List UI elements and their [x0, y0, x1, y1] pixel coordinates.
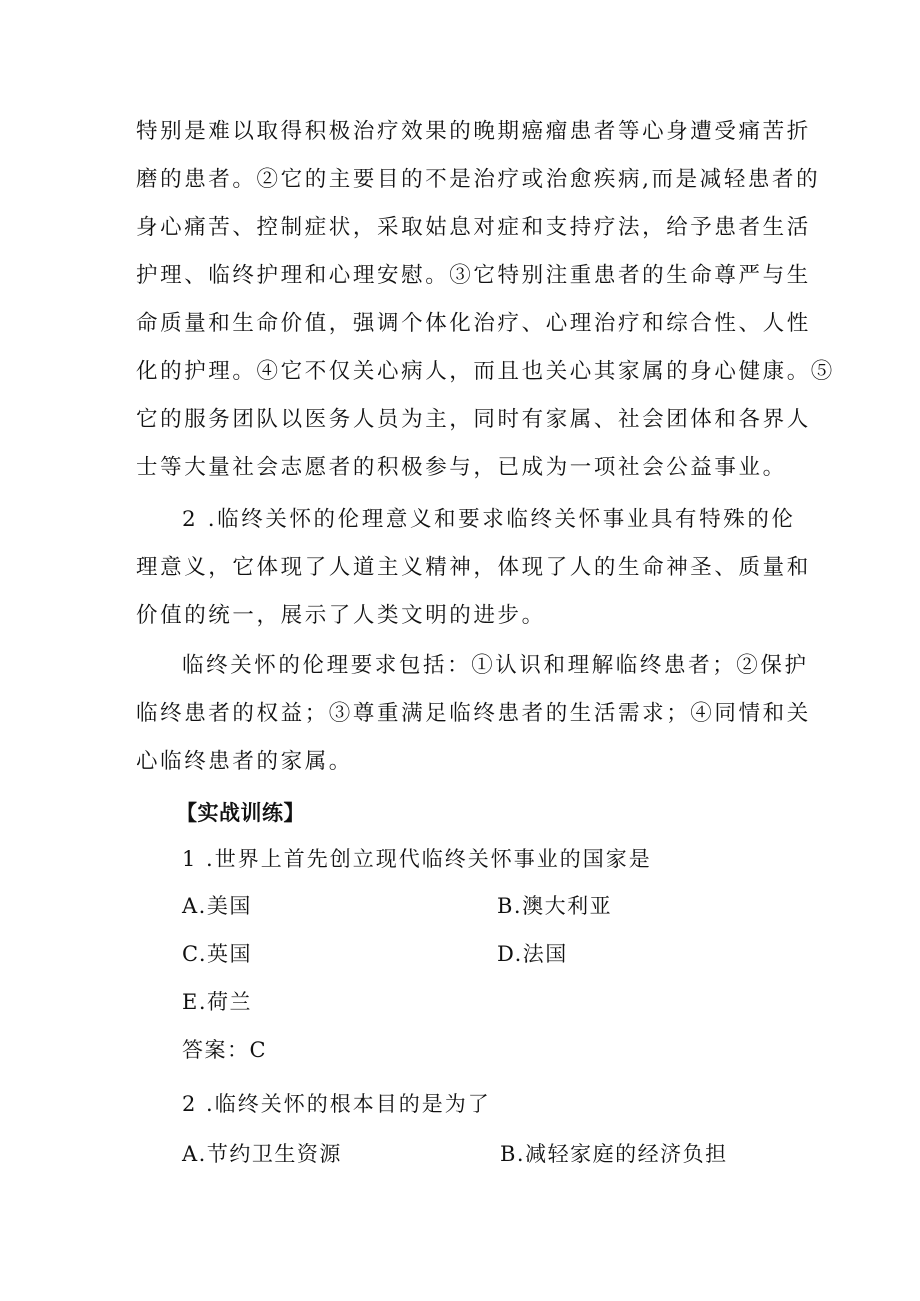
paragraph-line: 化的护理。④它不仅关心病人，而且也关心其家属的身心健康。⑤ — [136, 359, 835, 384]
option-c: C.英国 — [182, 942, 252, 966]
paragraph-line: 心临终患者的家属。 — [136, 749, 353, 774]
option-a: A.节约卫生资源 — [182, 1142, 342, 1166]
option-b: B.减轻家庭的经济负担 — [500, 1142, 728, 1166]
paragraph-line: 价值的统一，展示了人类文明的进步。 — [136, 603, 546, 628]
paragraph-line: 特别是难以取得积极治疗效果的晚期癌瘤患者等心身遭受痛苦折 — [136, 119, 811, 144]
paragraph-line: 它的服务团队以医务人员为主，同时有家属、社会团体和各界人 — [136, 407, 811, 432]
question-stem: 1 .世界上首先创立现代临终关怀事业的国家是 — [182, 847, 652, 871]
paragraph-line: 临终患者的权益；③尊重满足临终患者的生活需求；④同情和关 — [136, 701, 811, 726]
paragraph-line: 临终关怀的伦理要求包括：①认识和理解临终患者；②保护 — [182, 653, 809, 678]
paragraph-line: 理意义，它体现了人道主义精神，体现了人的生命神圣、质量和 — [136, 555, 811, 580]
practice-heading: 【实战训练】 — [176, 801, 305, 825]
option-a: A.美国 — [182, 894, 252, 918]
question-stem: 2 .临终关怀的根本目的是为了 — [182, 1092, 491, 1116]
section-heading-line: 2 .临终关怀的伦理意义和要求临终关怀事业具有特殊的伦 — [182, 507, 796, 532]
option-b: B.澳大利亚 — [497, 894, 613, 918]
option-e: E.荷兰 — [182, 990, 253, 1014]
paragraph-line: 护理、临终护理和心理安慰。③它特别注重患者的生命尊严与生 — [136, 263, 811, 288]
paragraph-line: 身心痛苦、控制症状，采取姑息对症和支持疗法，给予患者生活 — [136, 215, 811, 240]
answer-text: 答案：C — [182, 1038, 268, 1062]
paragraph-line: 士等大量社会志愿者的积极参与，已成为一项社会公益事业。 — [136, 455, 787, 480]
option-d: D.法国 — [497, 942, 568, 966]
paragraph-line: 磨的患者。②它的主要目的不是治疗或治愈疾病,而是减轻患者的 — [136, 167, 821, 192]
paragraph-line: 命质量和生命价值，强调个体化治疗、心理治疗和综合性、人性 — [136, 311, 811, 336]
